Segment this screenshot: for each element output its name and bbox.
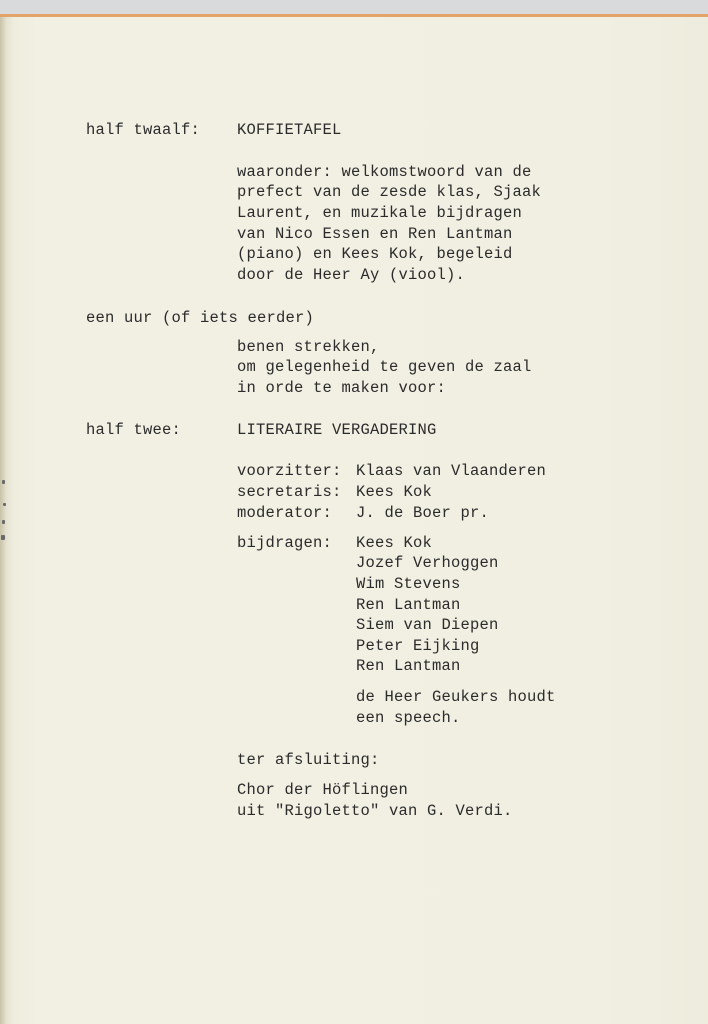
binding-speck [2, 520, 5, 524]
speech-line: een speech. [356, 709, 461, 727]
een-uur-line: om gelegenheid te geven de zaal [237, 358, 532, 376]
time-een-uur: een uur (of iets eerder) [86, 309, 315, 327]
koffietafel-line: door de Heer Ay (viool). [237, 266, 466, 284]
binding-speck [1, 535, 5, 540]
binding-speck [2, 480, 5, 484]
role-name: Kees Kok [356, 483, 433, 501]
bijdrage-item: Peter Eijking [356, 637, 480, 655]
koffietafel-line: van Nico Essen en Ren Lantman [237, 225, 513, 243]
page-top-edge [0, 14, 708, 17]
binding-speck [3, 503, 6, 506]
role-label: voorzitter: [237, 462, 342, 480]
bijdrage-item: Wim Stevens [356, 575, 461, 593]
bijdrage-item: Ren Lantman [356, 596, 461, 614]
een-uur-line: in orde te maken voor: [237, 379, 447, 397]
title-literaire-vergadering: LITERAIRE VERGADERING [237, 421, 437, 439]
bijdrage-item: Kees Kok [356, 534, 433, 552]
role-name: Klaas van Vlaanderen [356, 462, 547, 480]
role-label: secretaris: [237, 483, 342, 501]
closing-label: ter afsluiting: [237, 751, 380, 769]
scan-border-top [0, 0, 708, 14]
closing-line: Chor der Höflingen [237, 781, 409, 799]
koffietafel-line: waaronder: welkomstwoord van de [237, 163, 532, 181]
een-uur-line: benen strekken, [237, 338, 380, 356]
title-koffietafel: KOFFIETAFEL [237, 121, 342, 139]
bijdrage-item: Ren Lantman [356, 657, 461, 675]
bijdragen-label: bijdragen: [237, 534, 333, 552]
role-label: moderator: [237, 504, 333, 522]
time-half-twee: half twee: [86, 421, 182, 439]
role-name: J. de Boer pr. [356, 504, 490, 522]
koffietafel-line: (piano) en Kees Kok, begeleid [237, 245, 513, 263]
koffietafel-line: prefect van de zesde klas, Sjaak [237, 183, 542, 201]
koffietafel-line: Laurent, en muzikale bijdragen [237, 204, 523, 222]
closing-line: uit "Rigoletto" van G. Verdi. [237, 802, 513, 820]
bijdrage-item: Jozef Verhoggen [356, 554, 499, 572]
time-half-twaalf: half twaalf: [86, 121, 201, 139]
bijdrage-item: Siem van Diepen [356, 616, 499, 634]
speech-line: de Heer Geukers houdt [356, 688, 556, 706]
